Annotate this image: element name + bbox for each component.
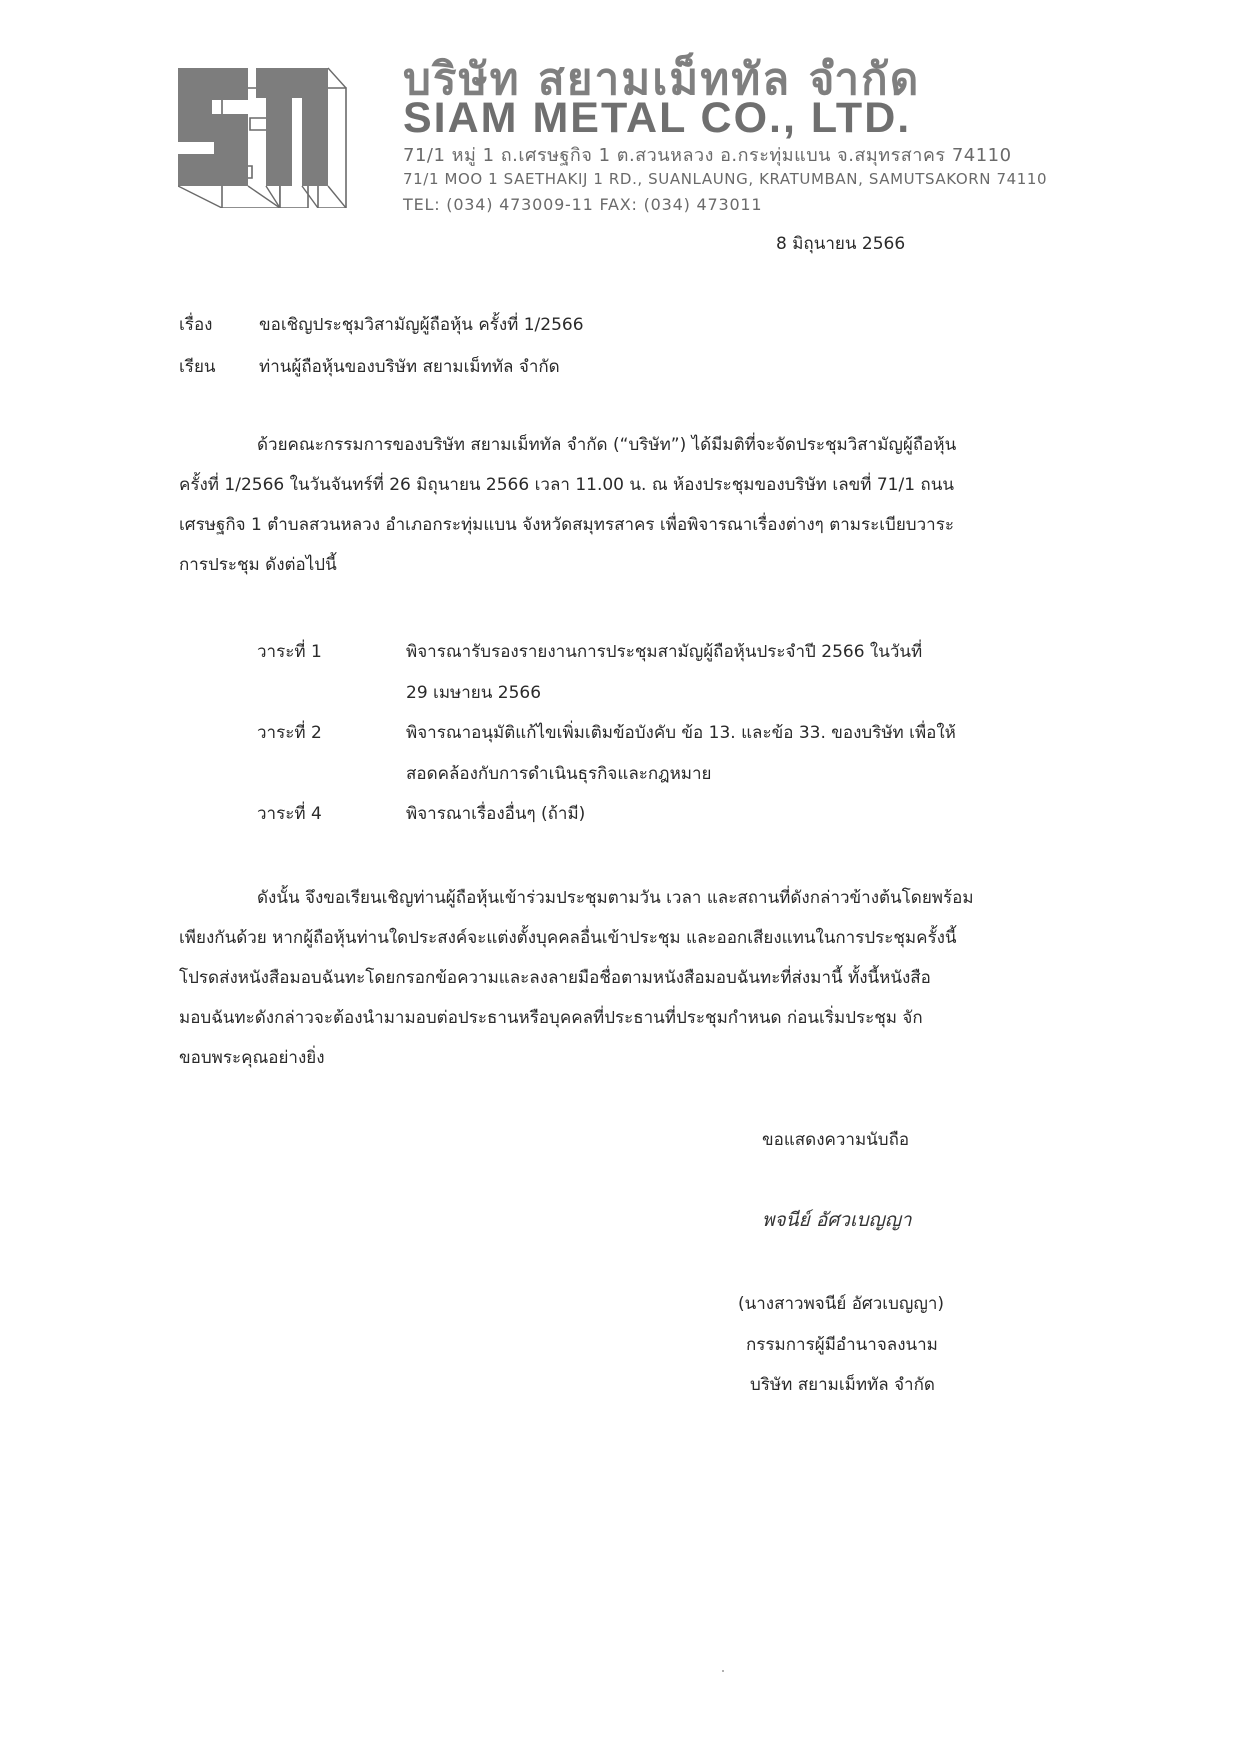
recipient-label: เรียน	[179, 357, 216, 377]
agenda-text-continued: 29 เมษายน 2566	[406, 683, 542, 703]
body-line: โปรดส่งหนังสือมอบฉันทะโดยกรอกข้อความและลงลายมือชื่อตามหนังสือมอบฉันทะที่ส่งมานี้ ทั้งนี้หนังสือ	[179, 968, 931, 988]
body-line: ดังนั้น จึงขอเรียนเชิญท่านผู้ถือหุ้นเข้าร่วมประชุมตามวัน เวลา และสถานที่ดังกล่าวข้างต้นโดยพร้อม	[257, 888, 974, 908]
intro-line: การประชุม ดังต่อไปนี้	[179, 555, 337, 575]
signatory-position: กรรมการผู้มีอำนาจลงนาม	[746, 1335, 938, 1355]
intro-line: ครั้งที่ 1/2566 ในวันจันทร์ที่ 26 มิถุนายน 2566 เวลา 11.00 น. ณ ห้องประชุมของบริษัท เลขที่ 71/1 ถนน	[179, 475, 954, 495]
agenda-label: วาระที่ 4	[257, 804, 322, 824]
subject-row	[179, 311, 584, 338]
closing-regards: ขอแสดงความนับถือ	[762, 1130, 910, 1150]
agenda-label: วาระที่ 1	[257, 642, 322, 662]
intro-line: ด้วยคณะกรรมการของบริษัท สยามเม็ททัล จำกัด (“บริษัท”) ได้มีมติที่จะจัดประชุมวิสามัญผู้ถือหุ้น	[257, 435, 957, 455]
agenda-text-continued: สอดคล้องกับการดำเนินธุรกิจและกฎหมาย	[406, 764, 712, 784]
handwritten-signature: พจนีย์ อัศวเบญญา	[762, 1209, 912, 1231]
subject-text: ขอเชิญประชุมวิสามัญผู้ถือหุ้น ครั้งที่ 1/2566	[259, 315, 584, 335]
company-name-english: SIAM METAL CO., LTD.	[403, 94, 912, 142]
agenda-item	[257, 800, 585, 827]
agenda-text: พิจารณาเรื่องอื่นๆ (ถ้ามี)	[406, 804, 586, 824]
company-name-thai: บริษัท สยามเม็ททัล จำกัด	[403, 54, 921, 105]
body-line: เพียงกันด้วย หากผู้ถือหุ้นท่านใดประสงค์จะแต่งตั้งบุคคลอื่นเข้าประชุม และออกเสียงแทนในการประชุมครั้งนี้	[179, 928, 957, 948]
company-contact: TEL: (034) 473009-11 FAX: (034) 473011	[403, 195, 763, 214]
recipient-row	[179, 353, 560, 380]
scan-speck	[722, 1670, 724, 1672]
body-line: ขอบพระคุณอย่างยิ่ง	[179, 1048, 325, 1068]
agenda-item	[257, 638, 922, 665]
agenda-label: วาระที่ 2	[257, 723, 322, 743]
agenda-text: พิจารณารับรองรายงานการประชุมสามัญผู้ถือหุ้นประจำปี 2566 ในวันที่	[406, 642, 923, 662]
signatory-name: (นางสาวพจนีย์ อัศวเบญญา)	[738, 1294, 945, 1314]
agenda-item	[257, 719, 956, 746]
intro-line: เศรษฐกิจ 1 ตำบลสวนหลวง อำเภอกระทุ่มแบน จังหวัดสมุทรสาคร เพื่อพิจารณาเรื่องต่างๆ ตามระเบียบวาระ	[179, 515, 954, 535]
company-address-english: 71/1 MOO 1 SAETHAKIJ 1 RD., SUANLAUNG, KRATUMBAN, SAMUTSAKORN 74110	[403, 170, 1048, 188]
agenda-text: พิจารณาอนุมัติแก้ไขเพิ่มเติมข้อบังคับ ข้อ 13. และข้อ 33. ของบริษัท เพื่อให้	[406, 723, 956, 743]
letter-date: 8 มิถุนายน 2566	[776, 234, 906, 254]
body-line: มอบฉันทะดังกล่าวจะต้องนำมามอบต่อประธานหรือบุคคลที่ประธานที่ประชุมกำหนด ก่อนเริ่มประชุม จัก	[179, 1008, 923, 1028]
siam-metal-logo	[178, 58, 352, 208]
recipient-text: ท่านผู้ถือหุ้นของบริษัท สยามเม็ททัล จำกัด	[259, 357, 560, 377]
company-address-thai: 71/1 หมู่ 1 ถ.เศรษฐกิจ 1 ต.สวนหลวง อ.กระทุ่มแบน จ.สมุทรสาคร 74110	[403, 145, 1012, 166]
signatory-company: บริษัท สยามเม็ททัล จำกัด	[750, 1375, 935, 1395]
subject-label: เรื่อง	[179, 315, 213, 335]
